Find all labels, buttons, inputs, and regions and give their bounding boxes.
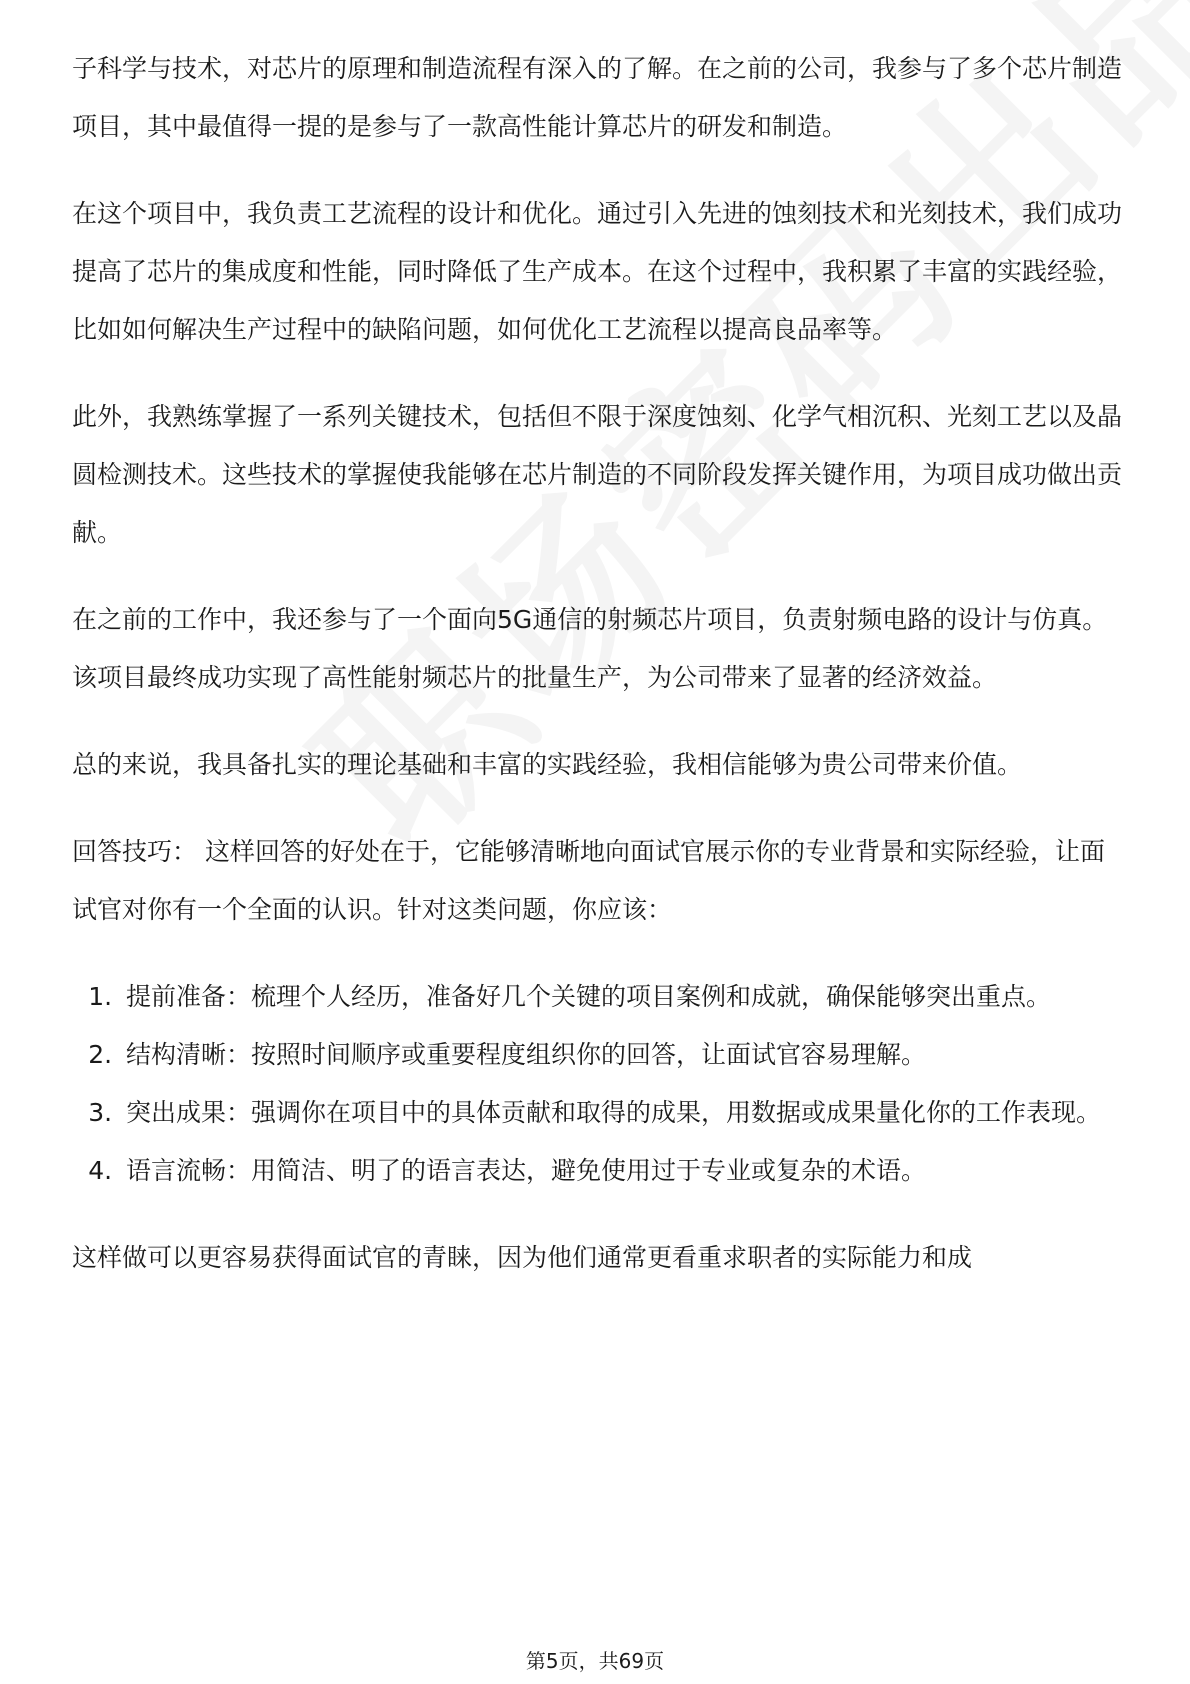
paragraph-5g-project: 在之前的工作中，我还参与了一个面向5G通信的射频芯片项目，负责射频电路的设计与仿真。该项目最终成功实现了高性能射频芯片的批量生产，为公司带来了显著的经济效益。 (72, 605, 1108, 692)
paragraph-answer-tips: 回答技巧： 这样回答的好处在于，它能够清晰地向面试官展示你的专业背景和实际经验，让面试官对你有一个全面的认识。针对这类问题，你应该： (72, 837, 1105, 924)
list-item: 3. 突出成果：强调你在项目中的具体贡献和取得的成果，用数据或成果量化你的工作表现。 (120, 1084, 1122, 1142)
page-number: 第5页，共69页 (525, 1649, 665, 1673)
paragraph-project-role: 在这个项目中，我负责工艺流程的设计和优化。通过引入先进的蚀刻技术和光刻技术，我们成功提高了芯片的集成度和性能，同时降低了生产成本。在这个过程中，我积累了丰富的实践经验，比如如何解决生产过程中的缺陷问题，如何优化工艺流程以提高良品率等。 (72, 199, 1123, 344)
list-item: 2. 结构清晰：按照时间顺序或重要程度组织你的回答，让面试官容易理解。 (120, 1026, 1122, 1084)
paragraph-closing: 这样做可以更容易获得面试官的青睐，因为他们通常更看重求职者的实际能力和成 (72, 1243, 973, 1272)
list-item: 1. 提前准备：梳理个人经历，准备好几个关键的项目案例和成就，确保能够突出重点。 (120, 968, 1122, 1026)
document-body (72, 40, 1122, 1316)
tips-list (72, 968, 1122, 1200)
paragraph-summary: 总的来说，我具备扎实的理论基础和丰富的实践经验，我相信能够为贵公司带来价值。 (72, 750, 1023, 779)
list-item: 4. 语言流畅：用简洁、明了的语言表达，避免使用过于专业或复杂的术语。 (120, 1142, 1122, 1200)
paragraph-intro-continued: 子科学与技术，对芯片的原理和制造流程有深入的了解。在之前的公司，我参与了多个芯片制造项目，其中最值得一提的是参与了一款高性能计算芯片的研发和制造。 (72, 54, 1123, 141)
paragraph-key-techniques: 此外，我熟练掌握了一系列关键技术，包括但不限于深度蚀刻、化学气相沉积、光刻工艺以及晶圆检测技术。这些技术的掌握使我能够在芯片制造的不同阶段发挥关键作用，为项目成功做出贡献。 (72, 402, 1123, 547)
